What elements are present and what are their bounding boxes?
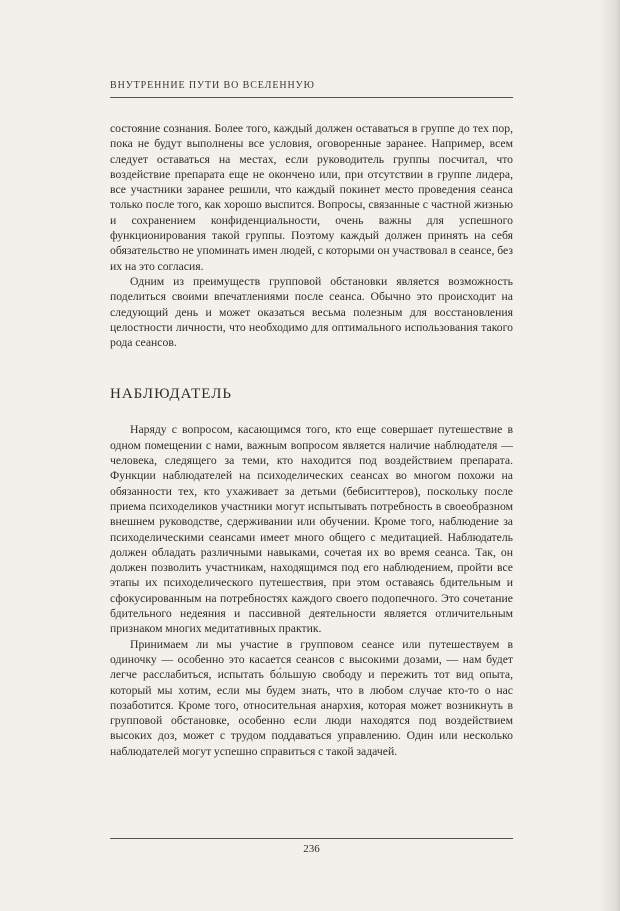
running-header: ВНУТРЕННИЕ ПУТИ ВО ВСЕЛЕННУЮ	[110, 80, 315, 91]
section-paragraphs	[110, 422, 513, 759]
paragraph: Наряду с вопросом, касающимся того, кто еще совершает путешествие в одном помещении с нами, важным вопросом является наличие наблюдателя — человека, следящего за теми, кто находится под воздействием препарата. Функции наблюдателей на психоделических сеансах во многом похожи на обязанности тех, кто ухаживает за детьми (бебиситтеров), поскольку после приема психоделиков участники могут испытывать потребность в своеобразном внешнем руководстве, сдерживании или обучении. Кроме того, наблюдение за психоделическими сеансами имеет много общего с медитацией. Наблюдатель должен обладать различными навыками, сочетая их во время сеанса. Так, он должен позволить участникам, находящимся под его наблюдением, пройти все этапы их психоделического путешествия, при этом оставаясь бдительным и сфокусированным на потребностях каждого своего подопечного. Это сочетание бдительного недеяния и пассивной деятельности является отличительным признаком многих медитативных практик.	[110, 423, 513, 636]
paragraph: Принимаем ли мы участие в групповом сеансе или путешествуем в одиночку — особенно это касается сеансов с высокими дозами, — нам будет легче расслабиться, испытать бо́льшую свободу и пережить тот вид опыта, который мы хотим, если мы будем знать, что в любом случае кто-то о нас позаботится. Кроме того, относительная анархия, которая может возникнуть в групповой обстановке, особенно если люди находятся под воздействием высоких доз, может с трудом поддаваться управлению. Один или несколько наблюдателей могут успешно справиться с такой задачей.	[110, 637, 513, 758]
page-number: 236	[303, 843, 320, 855]
section-heading: НАБЛЮДАТЕЛЬ	[110, 386, 233, 403]
header-rule	[110, 97, 513, 98]
top-paragraphs	[110, 121, 513, 350]
paragraph: Одним из преимуществ групповой обстановки является возможность поделиться своими впечатлениями после сеанса. Обычно это происходит на следующий день и может оказаться весьма полезным для восстановления целостности личности, что необходимо для оптимального использования такого рода сеансов.	[110, 274, 513, 350]
footer-rule	[110, 838, 513, 839]
page-content	[110, 80, 513, 759]
page-footer	[110, 838, 513, 855]
paragraph: состояние сознания. Более того, каждый должен оставаться в группе до тех пор, пока не будут выполнены все условия, оговоренные заранее. Например, всем следует оставаться на местах, если руководитель группы посчитал, что воздействие препарата еще не окончено или, при отсутствии в группе лидера, все участники заранее решили, что каждый покинет место проведения сеанса только после того, как хорошо выспится. Вопросы, связанные с частной жизнью и сохранением конфиденциальности, очень важны для успешного функционирования такой группы. Поэтому каждый должен принять на себя обязательство не упоминать имен людей, с которыми он участвовал в сеансе, без их на это согласия.	[110, 122, 513, 273]
